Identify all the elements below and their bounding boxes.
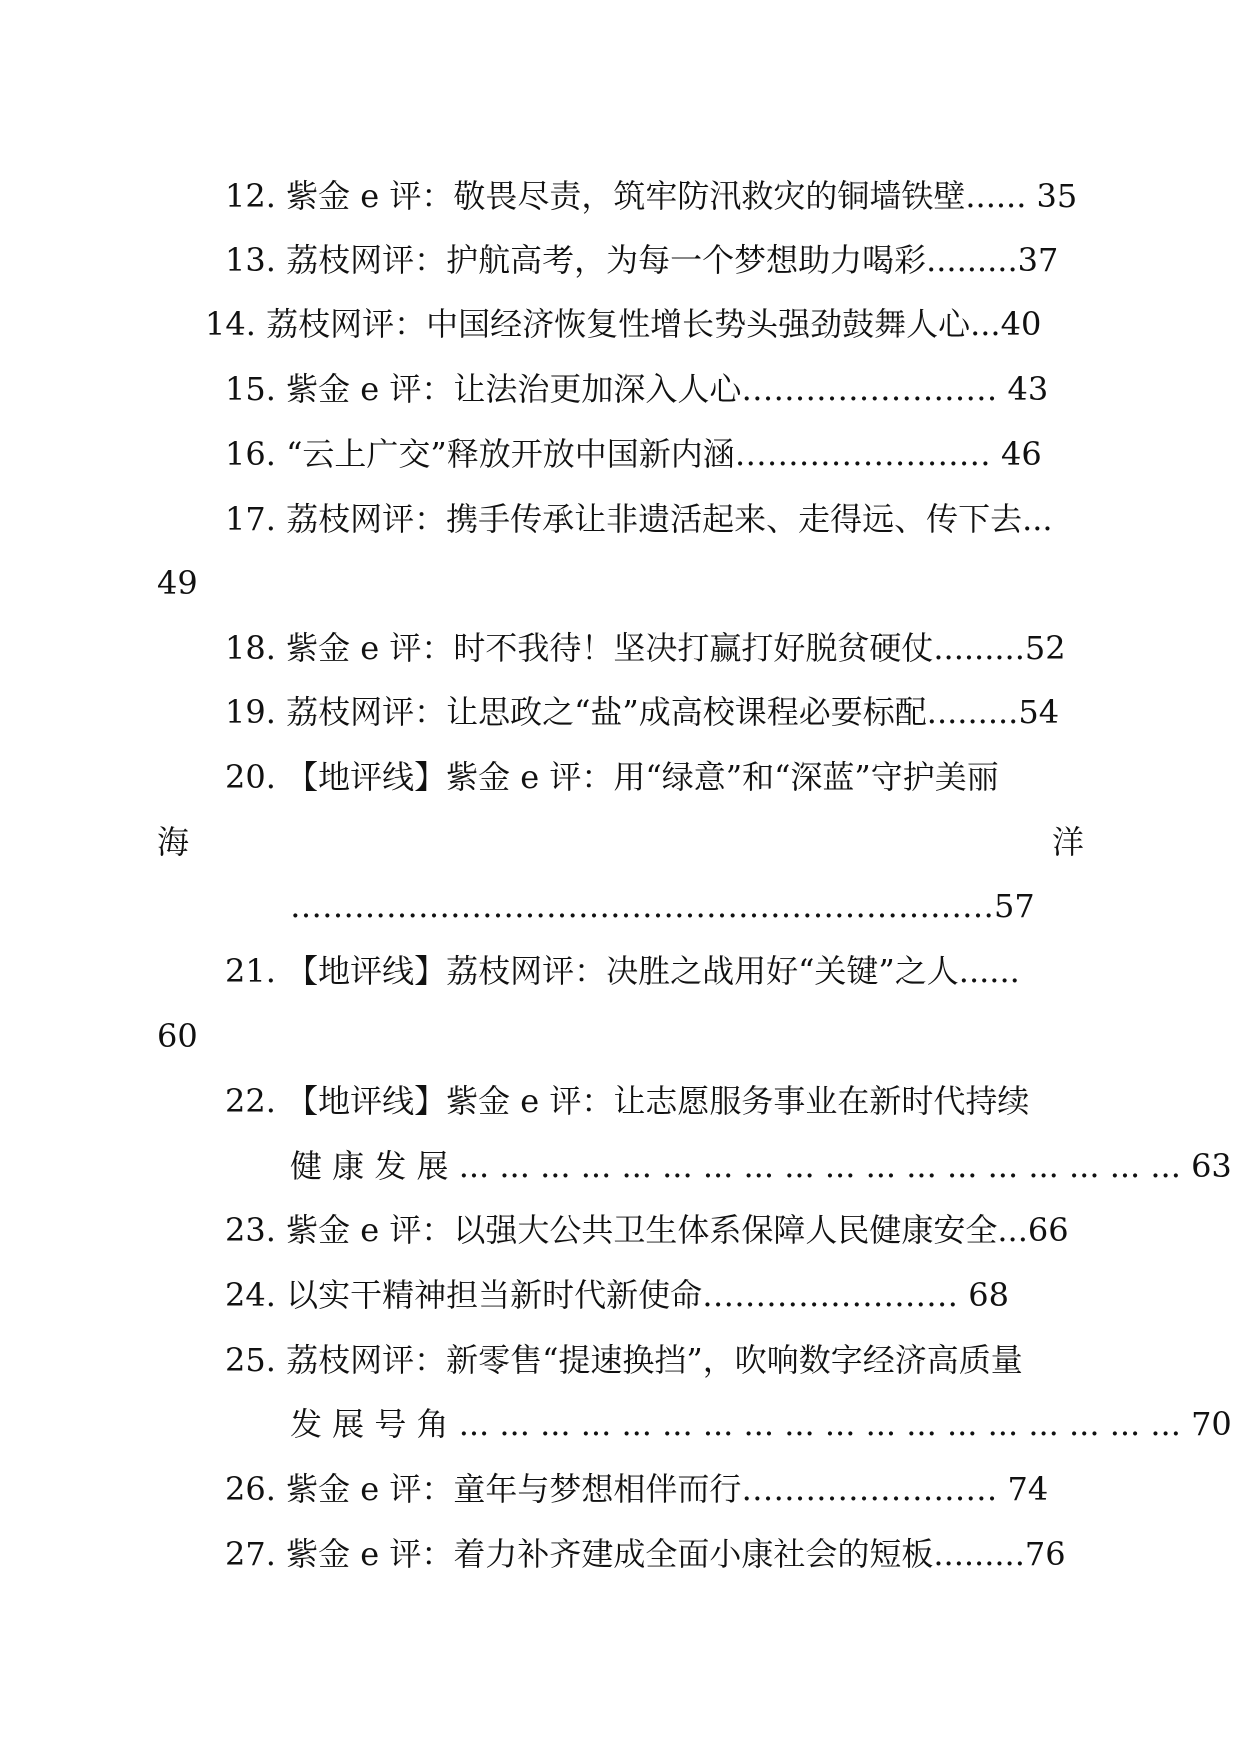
toc-entry-22-cont: 健 康 发 展 ... ... ... ... ... ... ... ... ... ... ... ... ... ... ... ... ... ... 63: [290, 1147, 1232, 1185]
toc-entry-17-page: 49: [157, 564, 198, 602]
toc-entry-17[interactable]: 17. 荔枝网评：携手传承让非遗活起来、走得远、传下去...: [225, 500, 1053, 538]
toc-entry-15[interactable]: 15. 紫金 e 评：让法治更加深入人心…………………… 43: [225, 370, 1049, 408]
toc-entry-25-cont: 发 展 号 角 ... ... ... ... ... ... ... ... ... ... ... ... ... ... ... ... ... ... 70: [290, 1405, 1232, 1443]
toc-entry-23[interactable]: 23. 紫金 e 评：以强大公共卫生体系保障人民健康安全...66: [225, 1211, 1069, 1249]
toc-entry-21-page: 60: [157, 1017, 198, 1055]
toc-entry-12[interactable]: 12. 紫金 e 评：敬畏尽责，筑牢防汛救灾的铜墙铁壁...... 35: [225, 177, 1078, 215]
toc-entry-18[interactable]: 18. 紫金 e 评：时不我待！坚决打赢打好脱贫硬仗.........52: [225, 629, 1066, 667]
toc-entry-26[interactable]: 26. 紫金 e 评：童年与梦想相伴而行…………………… 74: [225, 1470, 1049, 1508]
toc-entry-22[interactable]: 22. 【地评线】紫金 e 评：让志愿服务事业在新时代持续: [225, 1082, 1030, 1120]
toc-entry-14[interactable]: 14. 荔枝网评：中国经济恢复性增长势头强劲鼓舞人心...40: [205, 305, 1042, 343]
toc-entry-16[interactable]: 16. “云上广交”释放开放中国新内涵…………………… 46: [225, 435, 1042, 473]
toc-entry-19[interactable]: 19. 荔枝网评：让思政之“盐”成高校课程必要标配.........54: [225, 693, 1060, 731]
toc-entry-25[interactable]: 25. 荔枝网评：新零售“提速换挡”，吹响数字经济高质量: [225, 1341, 1023, 1379]
toc-entry-20-cont-right: 洋: [1052, 823, 1085, 861]
toc-entry-20-cont-left: 海: [157, 823, 190, 861]
toc-entry-13[interactable]: 13. 荔枝网评：护航高考，为每一个梦想助力喝彩.........37: [225, 241, 1059, 279]
toc-entry-21[interactable]: 21. 【地评线】荔枝网评：决胜之战用好“关键”之人......: [225, 952, 1020, 990]
toc-entry-24[interactable]: 24. 以实干精神担当新时代新使命…………………… 68: [225, 1276, 1009, 1314]
toc-entry-20[interactable]: 20. 【地评线】紫金 e 评：用“绿意”和“深蓝”守护美丽: [225, 758, 999, 796]
toc-entry-27[interactable]: 27. 紫金 e 评：着力补齐建成全面小康社会的短板.........76: [225, 1535, 1066, 1573]
toc-entry-20-page: …………………………………………………………57: [290, 887, 1035, 925]
